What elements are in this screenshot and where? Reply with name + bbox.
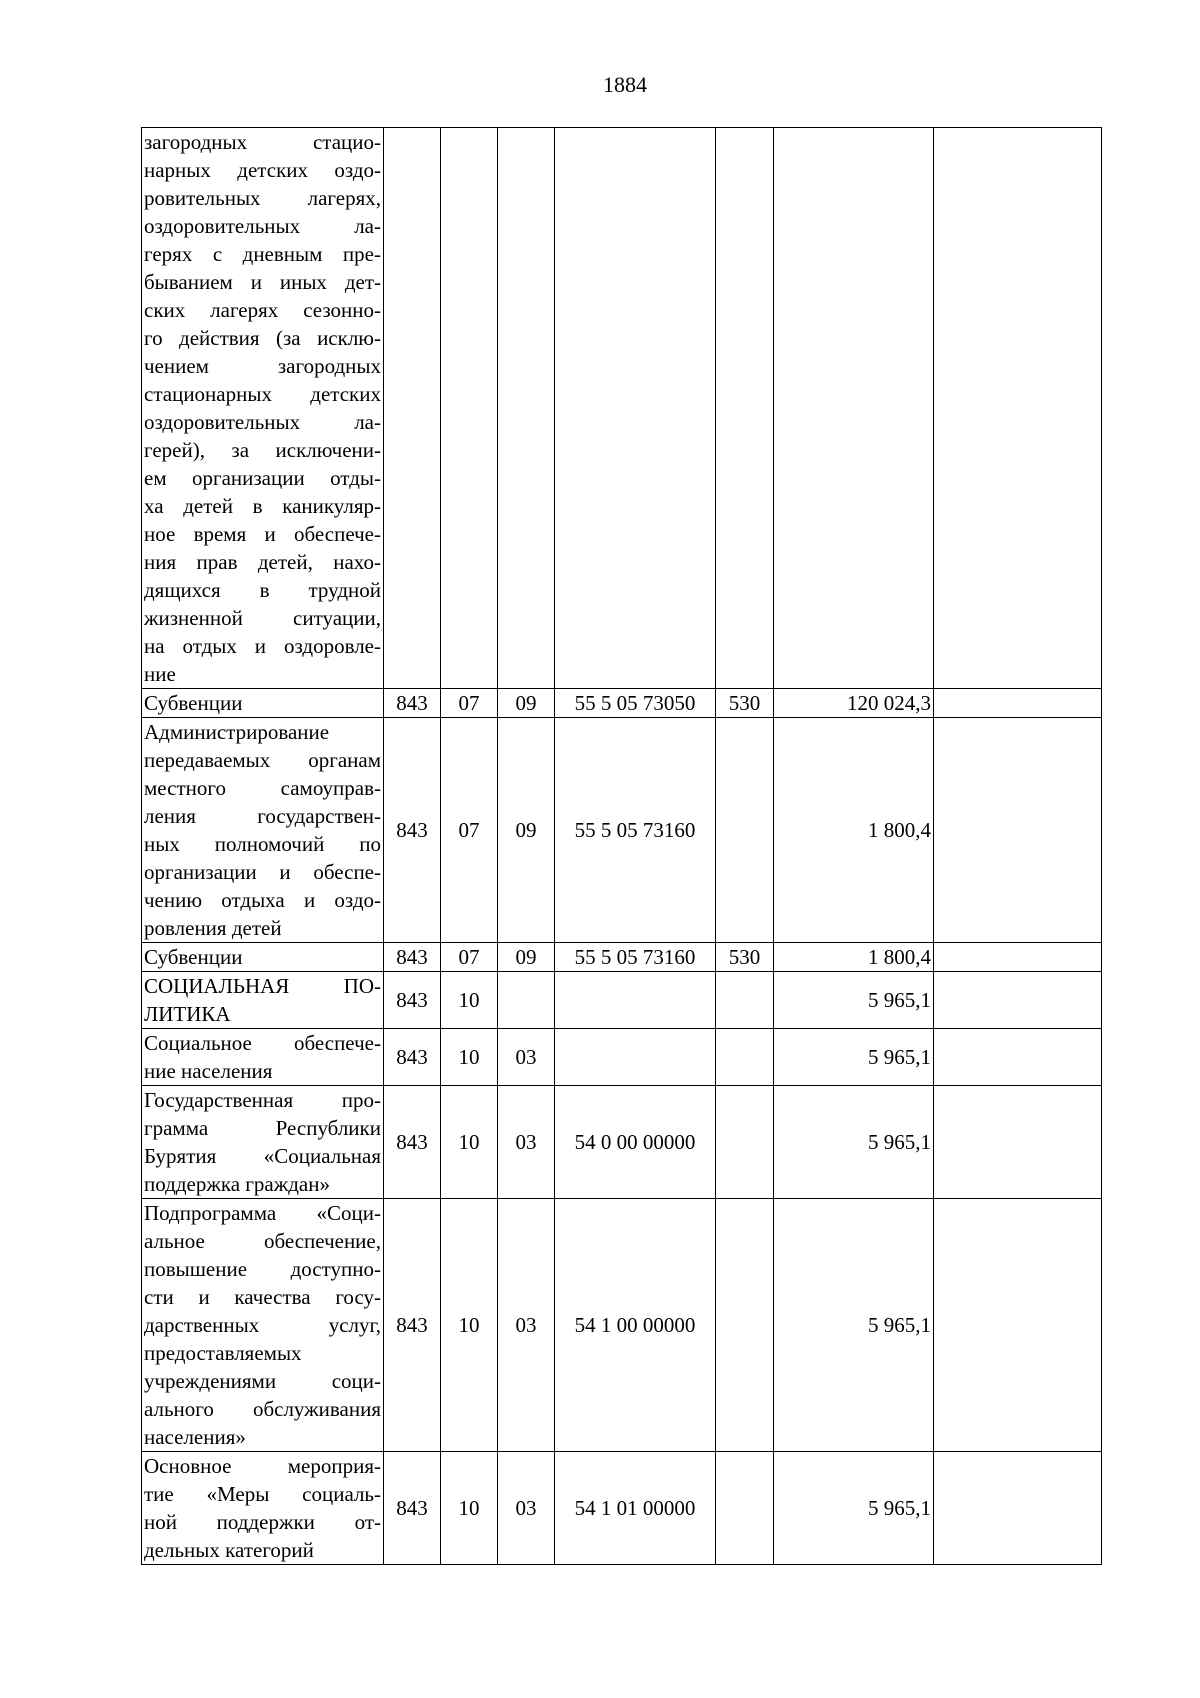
subsection-code-cell: 03 <box>498 1452 555 1565</box>
description-line: ских лагерях сезонно- <box>144 298 381 322</box>
description-line: передаваемых органам <box>144 748 381 772</box>
description-line: Государственная про- <box>144 1088 381 1112</box>
description-line: стационарных детских <box>144 382 381 406</box>
expense-type-cell <box>716 1452 774 1565</box>
target-article-cell: 55 5 05 73160 <box>555 718 716 943</box>
description-line: быванием и иных дет- <box>144 270 381 294</box>
expense-type-cell <box>716 128 774 689</box>
description-line: Субвенции <box>144 691 243 715</box>
table-row <box>142 1452 1102 1565</box>
table-body <box>142 128 1102 1565</box>
description-line: сти и качества госу- <box>144 1285 381 1309</box>
subsection-code-cell <box>498 972 555 1029</box>
expense-type-cell <box>716 1086 774 1199</box>
table-row <box>142 1086 1102 1199</box>
description-cell <box>142 128 384 689</box>
subsection-code-cell: 03 <box>498 1086 555 1199</box>
description-line: ления государствен- <box>144 804 381 828</box>
target-article-cell: 54 1 00 00000 <box>555 1199 716 1452</box>
description-cell <box>142 689 384 718</box>
extra-amount-cell <box>934 128 1102 689</box>
description-cell <box>142 1086 384 1199</box>
description-line: герях с дневным пре- <box>144 242 381 266</box>
description-line: Бурятия «Социальная <box>144 1144 381 1168</box>
description-line: Социальное обеспече- <box>144 1031 381 1055</box>
description-line: дящихся в трудной <box>144 578 381 602</box>
section-code-cell: 10 <box>441 1452 498 1565</box>
description-line: оздоровительных ла- <box>144 410 381 434</box>
description-line: на отдых и оздоровле- <box>144 634 381 658</box>
section-code-cell: 10 <box>441 972 498 1029</box>
extra-amount-cell <box>934 1199 1102 1452</box>
expense-type-cell <box>716 718 774 943</box>
ministry-code-cell: 843 <box>384 1029 441 1086</box>
description-cell <box>142 1452 384 1565</box>
amount-cell <box>774 128 934 689</box>
target-article-cell <box>555 972 716 1029</box>
expense-type-cell <box>716 1029 774 1086</box>
description-line: поддержка граждан» <box>144 1172 330 1196</box>
expense-type-cell: 530 <box>716 689 774 718</box>
description-line: ровления детей <box>144 916 282 940</box>
description-line: ха детей в каникуляр- <box>144 494 381 518</box>
description-line: альное обеспечение, <box>144 1229 381 1253</box>
ministry-code-cell: 843 <box>384 1086 441 1199</box>
description-line: герей), за исключени- <box>144 438 381 462</box>
subsection-code-cell <box>498 128 555 689</box>
page-number: 1884 <box>603 72 647 97</box>
description-line: местного самоуправ- <box>144 776 381 800</box>
description-line: ных полномочий по <box>144 832 381 856</box>
description-cell <box>142 1029 384 1086</box>
description-line: ем организации отды- <box>144 466 381 490</box>
description-line: жизненной ситуации, <box>144 606 381 630</box>
ministry-code-cell: 843 <box>384 943 441 972</box>
description-cell <box>142 943 384 972</box>
section-code-cell: 07 <box>441 718 498 943</box>
amount-cell: 5 965,1 <box>774 1029 934 1086</box>
description-line: учреждениями соци- <box>144 1369 381 1393</box>
description-line: загородных стацио- <box>144 130 381 154</box>
table-row <box>142 1029 1102 1086</box>
amount-cell: 1 800,4 <box>774 718 934 943</box>
ministry-code-cell: 843 <box>384 972 441 1029</box>
extra-amount-cell <box>934 1029 1102 1086</box>
description-line: предоставляемых <box>144 1341 302 1365</box>
subsection-code-cell: 09 <box>498 689 555 718</box>
section-code-cell: 10 <box>441 1199 498 1452</box>
table-row <box>142 718 1102 943</box>
extra-amount-cell <box>934 1452 1102 1565</box>
description-line: грамма Республики <box>144 1116 381 1140</box>
extra-amount-cell <box>934 718 1102 943</box>
subsection-code-cell: 09 <box>498 718 555 943</box>
description-line: чением загородных <box>144 354 381 378</box>
amount-cell: 5 965,1 <box>774 1086 934 1199</box>
subsection-code-cell: 03 <box>498 1029 555 1086</box>
description-line: повышение доступно- <box>144 1257 381 1281</box>
table-row <box>142 689 1102 718</box>
description-line: тие «Меры социаль- <box>144 1482 381 1506</box>
amount-cell: 120 024,3 <box>774 689 934 718</box>
subsection-code-cell: 09 <box>498 943 555 972</box>
extra-amount-cell <box>934 943 1102 972</box>
description-line: организации и обеспе- <box>144 860 381 884</box>
amount-cell: 1 800,4 <box>774 943 934 972</box>
ministry-code-cell: 843 <box>384 1452 441 1565</box>
description-cell <box>142 972 384 1029</box>
expense-type-cell <box>716 1199 774 1452</box>
description-line: Администрирование <box>144 720 330 744</box>
target-article-cell: 54 1 01 00000 <box>555 1452 716 1565</box>
target-article-cell <box>555 1029 716 1086</box>
description-line: населения» <box>144 1425 246 1449</box>
section-code-cell: 07 <box>441 943 498 972</box>
target-article-cell: 55 5 05 73160 <box>555 943 716 972</box>
description-line: ЛИТИКА <box>144 1002 231 1026</box>
description-line: ального обслуживания <box>144 1397 381 1421</box>
ministry-code-cell: 843 <box>384 718 441 943</box>
description-cell <box>142 718 384 943</box>
description-line: чению отдыха и оздо- <box>144 888 381 912</box>
extra-amount-cell <box>934 1086 1102 1199</box>
section-code-cell: 10 <box>441 1086 498 1199</box>
description-line: дарственных услуг, <box>144 1313 381 1337</box>
target-article-cell: 55 5 05 73050 <box>555 689 716 718</box>
description-line: дельных категорий <box>144 1538 314 1562</box>
ministry-code-cell <box>384 128 441 689</box>
amount-cell: 5 965,1 <box>774 1452 934 1565</box>
description-line: нарных детских оздо- <box>144 158 381 182</box>
description-line: ное время и обеспече- <box>144 522 381 546</box>
section-code-cell: 07 <box>441 689 498 718</box>
target-article-cell <box>555 128 716 689</box>
extra-amount-cell <box>934 689 1102 718</box>
amount-cell: 5 965,1 <box>774 1199 934 1452</box>
description-line: ние <box>144 662 176 686</box>
description-cell <box>142 1199 384 1452</box>
description-line: Подпрограмма «Соци- <box>144 1201 381 1225</box>
budget-table <box>141 127 1102 1565</box>
description-line: ровительных лагерях, <box>144 186 381 210</box>
table-row <box>142 1199 1102 1452</box>
description-line: ние населения <box>144 1059 273 1083</box>
table-row <box>142 943 1102 972</box>
table-row <box>142 128 1102 689</box>
description-line: ния прав детей, нахо- <box>144 550 381 574</box>
section-code-cell <box>441 128 498 689</box>
description-line: оздоровительных ла- <box>144 214 381 238</box>
table-row <box>142 972 1102 1029</box>
description-line: ной поддержки от- <box>144 1510 381 1534</box>
expense-type-cell <box>716 972 774 1029</box>
expense-type-cell: 530 <box>716 943 774 972</box>
ministry-code-cell: 843 <box>384 689 441 718</box>
description-line: го действия (за исклю- <box>144 326 381 350</box>
description-line: Основное мероприя- <box>144 1454 381 1478</box>
target-article-cell: 54 0 00 00000 <box>555 1086 716 1199</box>
subsection-code-cell: 03 <box>498 1199 555 1452</box>
extra-amount-cell <box>934 972 1102 1029</box>
description-line: СОЦИАЛЬНАЯ ПО- <box>144 974 381 998</box>
section-code-cell: 10 <box>441 1029 498 1086</box>
ministry-code-cell: 843 <box>384 1199 441 1452</box>
description-line: Субвенции <box>144 945 243 969</box>
amount-cell: 5 965,1 <box>774 972 934 1029</box>
